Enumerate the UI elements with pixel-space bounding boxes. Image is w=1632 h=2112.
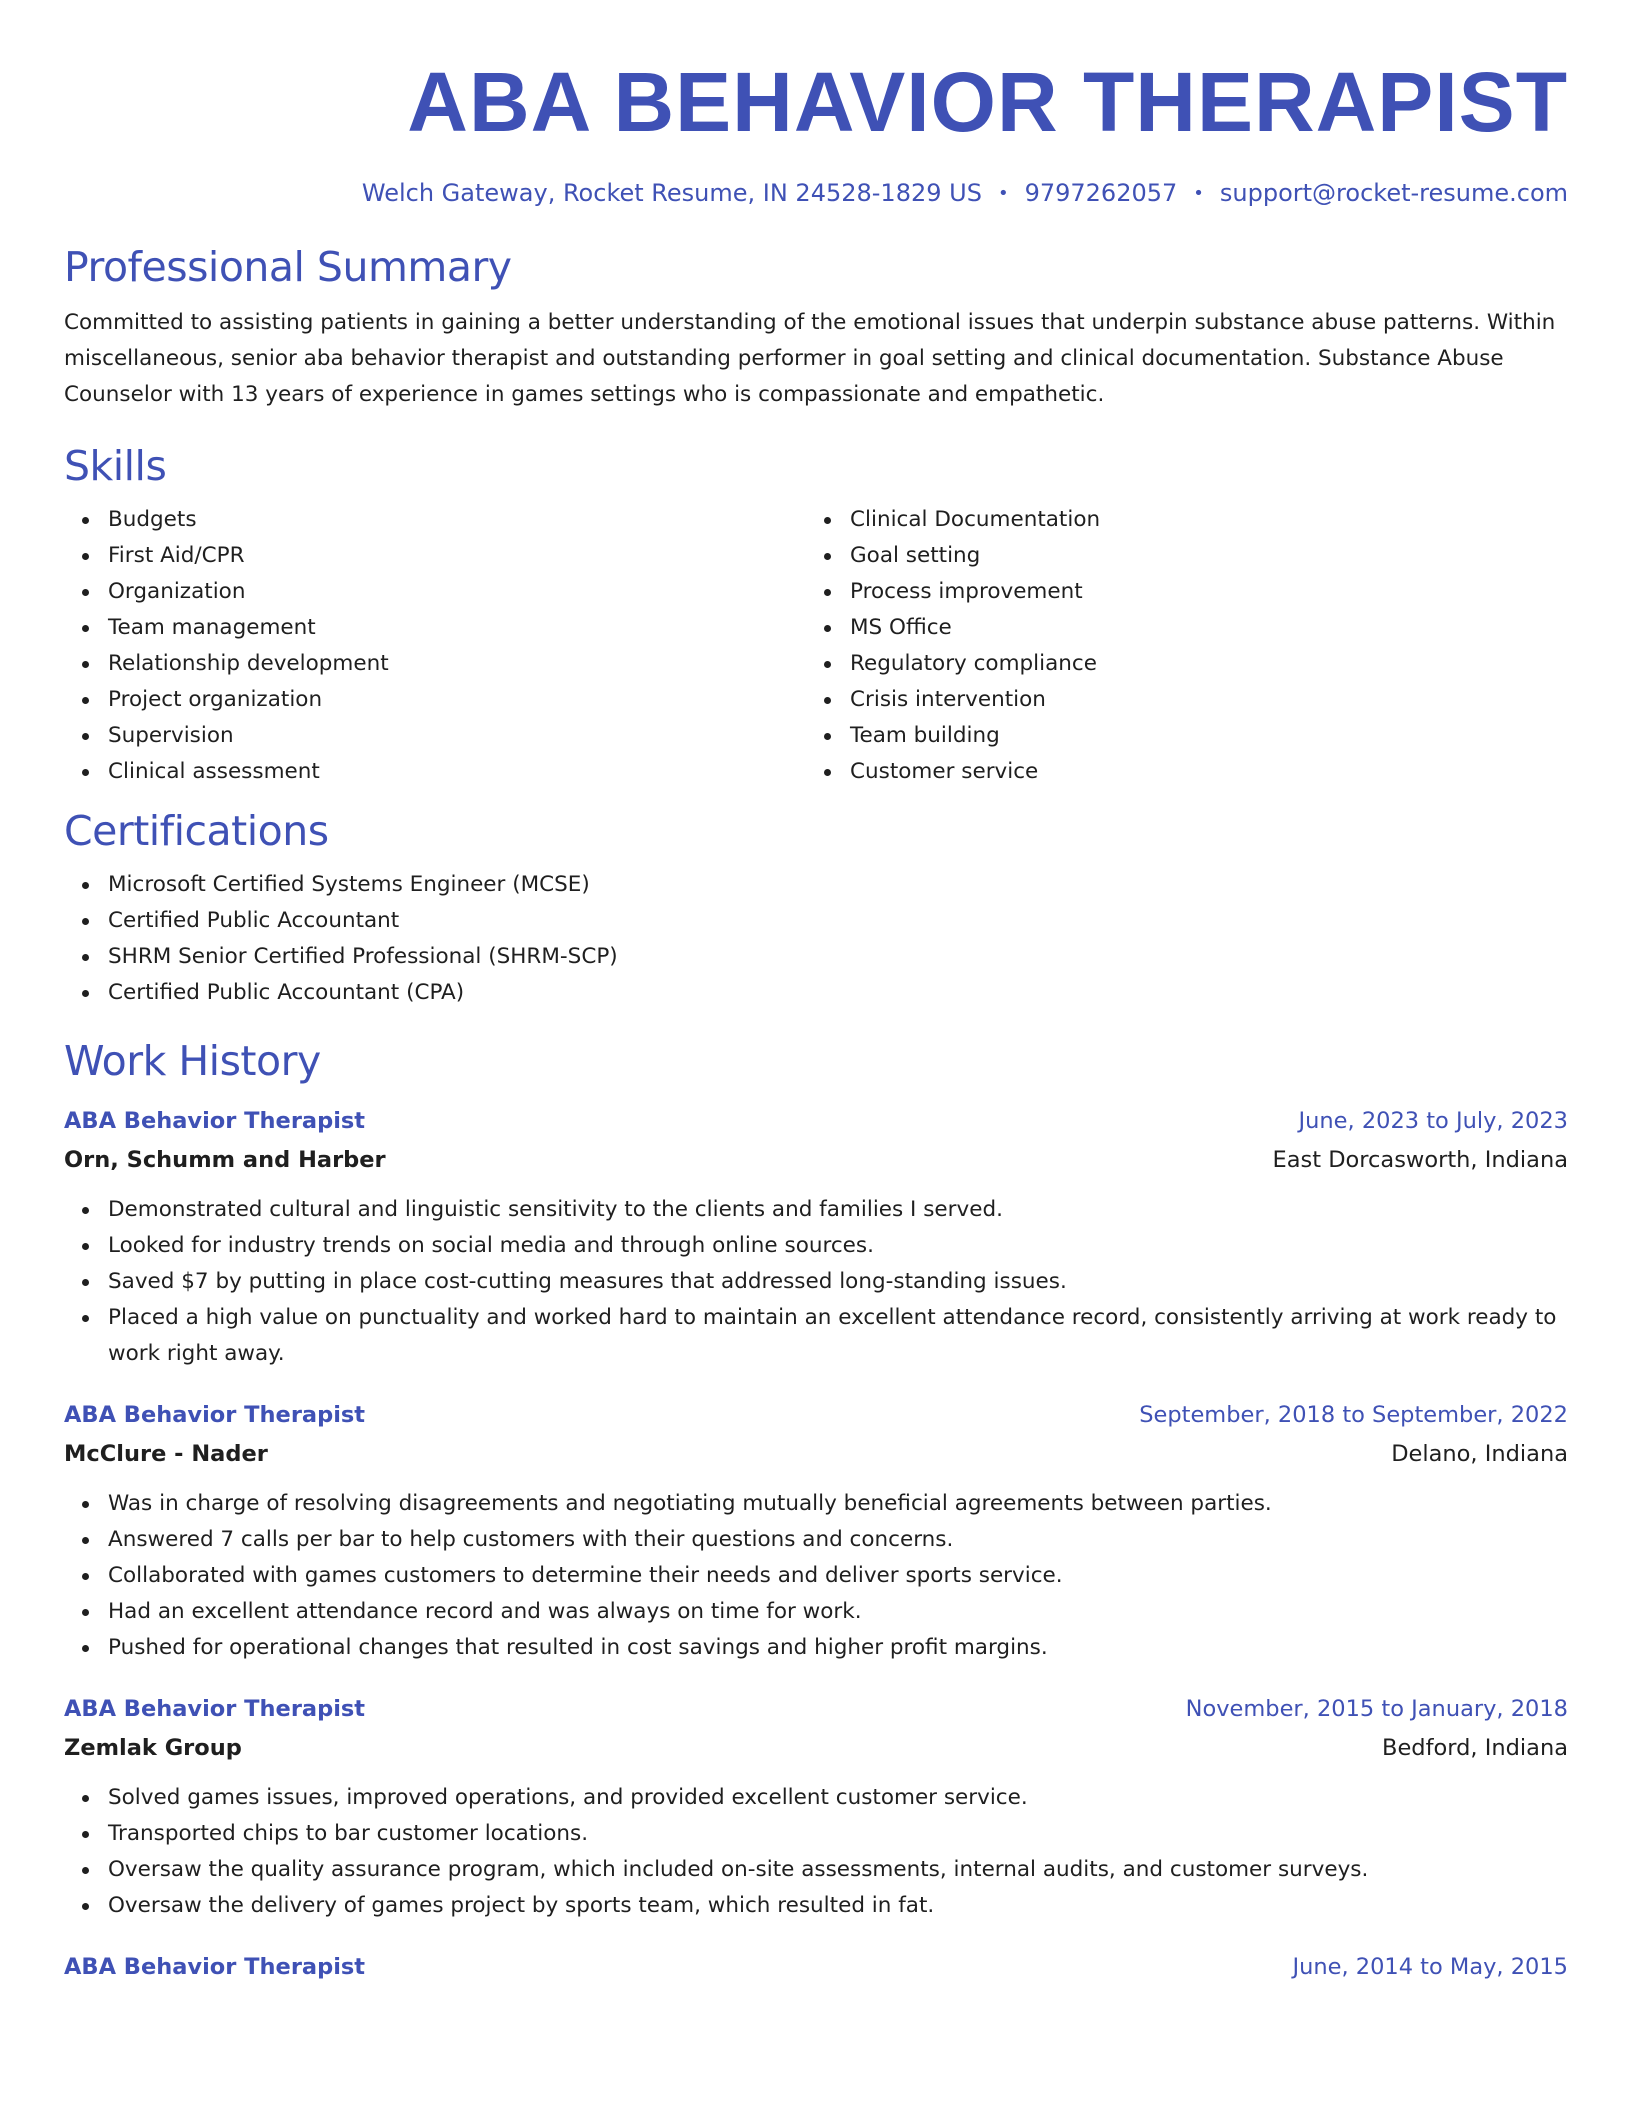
skills-grid xyxy=(64,502,1568,790)
summary-heading: Professional Summary xyxy=(64,243,512,291)
job-title: ABA Behavior Therapist xyxy=(64,1402,366,1428)
job-entry xyxy=(64,1102,1568,1372)
skills-heading: Skills xyxy=(64,442,167,490)
job-title: ABA Behavior Therapist xyxy=(64,1108,366,1134)
job-location: Bedford, Indiana xyxy=(1382,1735,1568,1761)
job-bullet: Solved games issues, improved operations, and provided excellent customer service. xyxy=(108,1780,1568,1816)
company-name: Orn, Schumm and Harber xyxy=(64,1147,386,1173)
skill-item: Clinical Documentation xyxy=(850,502,1548,538)
skill-item: Supervision xyxy=(108,718,806,754)
job-entry xyxy=(64,1690,1568,1924)
company-name: McClure - Nader xyxy=(64,1441,268,1467)
certification-item: Certified Public Accountant (CPA) xyxy=(108,975,1568,1011)
job-bullet: Oversaw the quality assurance program, which included on-site assessments, internal audits, and customer surveys. xyxy=(108,1852,1568,1888)
skill-item: First Aid/CPR xyxy=(108,538,806,574)
job-entry xyxy=(64,1948,1568,1986)
phone: 9797262057 xyxy=(1024,179,1178,207)
skills-column-left xyxy=(64,502,806,790)
certifications-heading: Certifications xyxy=(64,807,329,855)
job-bullet: Pushed for operational changes that resulted in cost savings and higher profit margins. xyxy=(108,1630,1568,1666)
skill-item: Budgets xyxy=(108,502,806,538)
skill-item: Team building xyxy=(850,718,1548,754)
certification-item: Microsoft Certified Systems Engineer (MCSE) xyxy=(108,867,1568,903)
skill-item: Project organization xyxy=(108,682,806,718)
contact-line xyxy=(64,178,1568,209)
skill-item: Team management xyxy=(108,610,806,646)
skills-column-right xyxy=(806,502,1548,790)
skill-item: MS Office xyxy=(850,610,1548,646)
job-dates: June, 2014 to May, 2015 xyxy=(1292,1954,1568,1980)
company-name: Zemlak Group xyxy=(64,1735,242,1761)
job-bullet: Looked for industry trends on social media and through online sources. xyxy=(108,1228,1568,1264)
skill-item: Clinical assessment xyxy=(108,754,806,790)
address: Welch Gateway, Rocket Resume, IN 24528-1829 US xyxy=(361,179,982,207)
skill-item: Process improvement xyxy=(850,574,1548,610)
job-dates: September, 2018 to September, 2022 xyxy=(1139,1402,1568,1428)
skills-section xyxy=(64,441,1568,790)
job-bullets xyxy=(64,1192,1568,1372)
job-bullet: Answered 7 calls per bar to help customers with their questions and concerns. xyxy=(108,1522,1568,1558)
job-bullet: Was in charge of resolving disagreements and negotiating mutually beneficial agreements between parties. xyxy=(108,1486,1568,1522)
job-location: East Dorcasworth, Indiana xyxy=(1272,1147,1568,1173)
work-history-section xyxy=(64,1036,1568,1986)
work-history-heading: Work History xyxy=(64,1037,321,1085)
certifications-list xyxy=(64,867,1568,1011)
certification-item: Certified Public Accountant xyxy=(108,903,1568,939)
job-bullet: Collaborated with games customers to determine their needs and deliver sports service. xyxy=(108,1558,1568,1594)
skill-item: Relationship development xyxy=(108,646,806,682)
email-link[interactable]: support@rocket-resume.com xyxy=(1219,179,1568,207)
job-bullet: Transported chips to bar customer locations. xyxy=(108,1816,1568,1852)
job-entry xyxy=(64,1396,1568,1666)
separator-dot: • xyxy=(1193,183,1204,204)
skill-item: Goal setting xyxy=(850,538,1548,574)
separator-dot: • xyxy=(997,183,1009,204)
job-bullets xyxy=(64,1486,1568,1666)
skill-item: Organization xyxy=(108,574,806,610)
job-dates: November, 2015 to January, 2018 xyxy=(1185,1696,1568,1722)
certification-item: SHRM Senior Certified Professional (SHRM-SCP) xyxy=(108,939,1568,975)
job-dates: June, 2023 to July, 2023 xyxy=(1298,1108,1568,1134)
job-bullet: Demonstrated cultural and linguistic sensitivity to the clients and families I served. xyxy=(108,1192,1568,1228)
skill-item: Regulatory compliance xyxy=(850,646,1548,682)
job-title: ABA Behavior Therapist xyxy=(64,1954,366,1980)
job-bullet: Oversaw the delivery of games project by sports team, which resulted in fat. xyxy=(108,1888,1568,1924)
summary-section xyxy=(64,242,1568,413)
job-bullet: Had an excellent attendance record and was always on time for work. xyxy=(108,1594,1568,1630)
page-title: ABA BEHAVIOR THERAPIST xyxy=(407,55,1568,149)
job-bullet: Saved $7 by putting in place cost-cutting measures that addressed long-standing issues. xyxy=(108,1264,1568,1300)
job-bullets xyxy=(64,1780,1568,1924)
job-title: ABA Behavior Therapist xyxy=(64,1696,366,1722)
summary-text: Committed to assisting patients in gaining a better understanding of the emotional issues that underpin substance abuse patterns. Within miscellaneous, senior aba behavior therapist and outstanding performer in goal setting and clinical documentation. Substance Abuse Counselor with 13 years of experience in games settings who is compassionate and empathetic. xyxy=(64,310,1556,407)
job-location: Delano, Indiana xyxy=(1391,1441,1568,1467)
job-bullet: Placed a high value on punctuality and worked hard to maintain an excellent attendance record, consistently arriving at work ready to work right away. xyxy=(108,1300,1568,1372)
certifications-section xyxy=(64,806,1568,1011)
skill-item: Customer service xyxy=(850,754,1548,790)
resume-header xyxy=(64,0,1568,209)
skill-item: Crisis intervention xyxy=(850,682,1548,718)
